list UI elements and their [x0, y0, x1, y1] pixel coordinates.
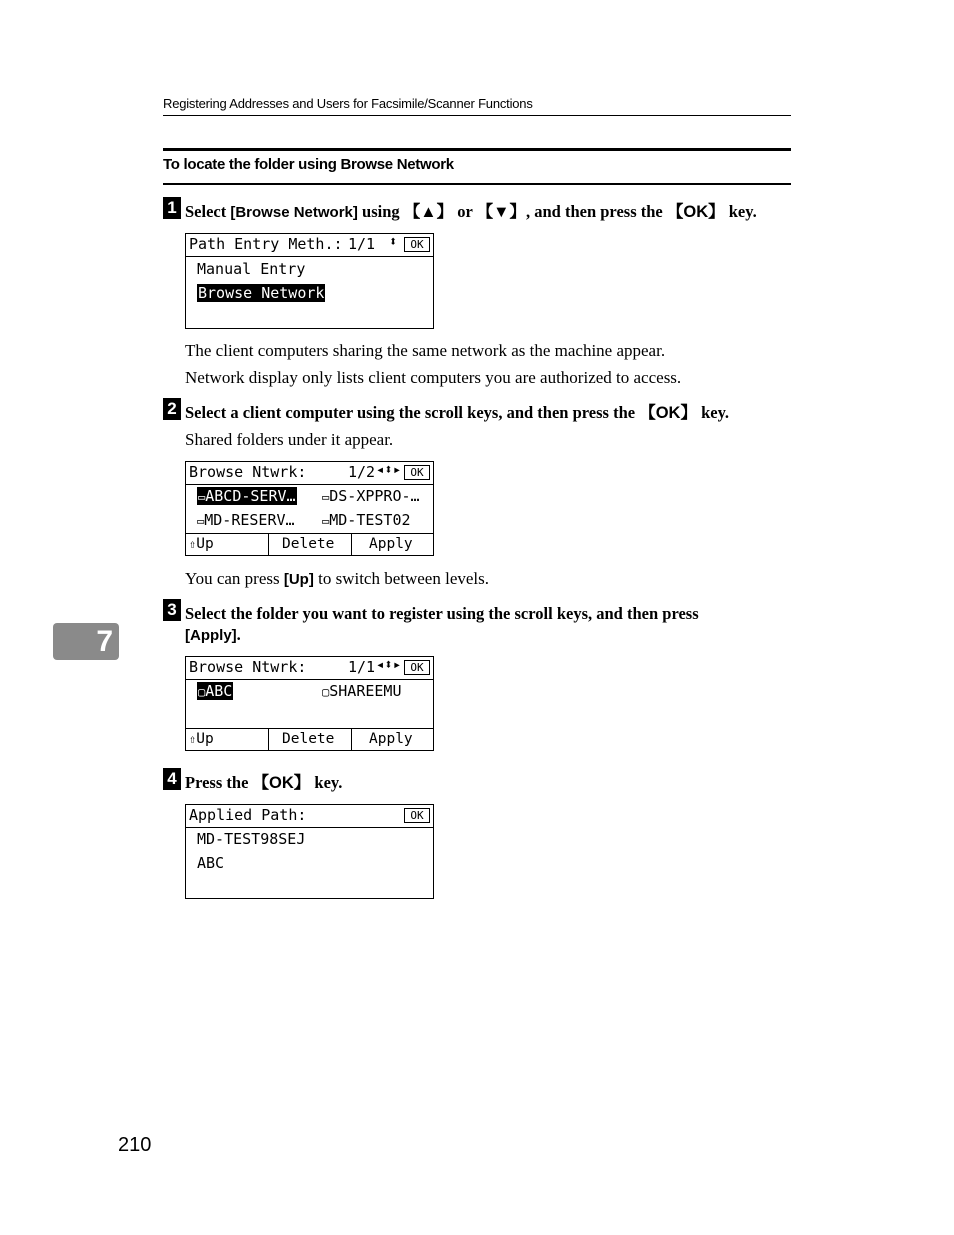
- key-up-arrow: 【▲】: [403, 203, 454, 221]
- folder-up-icon: ⇧: [189, 732, 197, 746]
- menu-item-manual-entry[interactable]: Manual Entry: [197, 260, 306, 278]
- keyword-browse-network: [Browse Network]: [230, 204, 358, 221]
- text-fragment: .: [236, 625, 241, 644]
- computer-name: MD-RESERV…: [204, 511, 295, 529]
- step-number-4: 4: [163, 768, 181, 790]
- chapter-tab: 7: [53, 623, 119, 660]
- section-bottom-rule: [163, 183, 791, 185]
- text-fragment: Select the folder you want to register using the scroll keys, and then press: [185, 604, 699, 623]
- step-number-2: 2: [163, 398, 181, 420]
- lcd-title-bar: [186, 657, 433, 680]
- lcd-title: Browse Ntwrk:: [189, 463, 307, 481]
- delete-softkey[interactable]: Delete: [282, 536, 335, 552]
- softkey-label: Up: [196, 536, 214, 552]
- ok-key-icon: OK: [404, 465, 430, 480]
- step-2-note: Shared folders under it appear.: [185, 430, 394, 449]
- step-4-instruction: [185, 772, 795, 794]
- menu-item-browse-network[interactable]: [197, 284, 325, 302]
- step-number-1: 1: [163, 197, 181, 219]
- folder-up-icon: ⇧: [189, 537, 197, 551]
- text-fragment: , and then press the: [525, 202, 667, 221]
- softkey-divider: [351, 729, 352, 750]
- computer-item-abcd-serv[interactable]: [197, 487, 297, 505]
- computer-name: ABCD-SERV…: [205, 487, 296, 505]
- keyword-apply: [Apply]: [185, 627, 237, 644]
- key-ok: 【OK】: [639, 404, 697, 422]
- keyword-up: [Up]: [283, 571, 314, 588]
- lcd-applied-path: [185, 804, 434, 899]
- lcd-title: Applied Path:: [189, 806, 307, 824]
- computer-item-ds-xppro[interactable]: [322, 487, 420, 505]
- soft-key-bar: [186, 533, 433, 555]
- running-header: Registering Addresses and Users for Facsimile/Scanner Functions: [163, 96, 533, 111]
- key-ok: 【OK】: [666, 203, 725, 221]
- delete-softkey[interactable]: Delete: [282, 731, 335, 747]
- step-1-note-2: Network display only lists client computers you are authorized to access.: [185, 368, 682, 387]
- text-fragment: to switch between levels.: [313, 569, 490, 588]
- folder-icon: ▢: [198, 685, 206, 699]
- section-title: To locate the folder using Browse Network: [163, 156, 454, 173]
- lcd-page-indicator: 1/1: [348, 235, 376, 253]
- scroll-arrows-icon: ◂⬍▸: [376, 657, 402, 673]
- step-2-after-note: [185, 568, 489, 591]
- computer-icon: ▭: [322, 514, 330, 528]
- lcd-title: Browse Ntwrk:: [189, 658, 307, 676]
- text-fragment: You can press: [185, 569, 284, 588]
- ok-key-icon: OK: [404, 808, 430, 823]
- step-1-instruction: [185, 201, 795, 223]
- lcd-title: Path Entry Meth.:: [189, 235, 343, 253]
- computer-icon: ▭: [197, 514, 205, 528]
- folder-item-abc[interactable]: [197, 682, 233, 700]
- lcd-path-entry-method: [185, 233, 434, 329]
- applied-path-folder: ABC: [197, 854, 225, 872]
- lcd-page-indicator: 1/2: [348, 463, 376, 481]
- folder-icon: ▢: [322, 685, 330, 699]
- lcd-title-bar: [186, 234, 433, 257]
- text-fragment: key.: [310, 773, 343, 792]
- page-number: 210: [118, 1134, 152, 1156]
- text-fragment: or: [453, 202, 477, 221]
- apply-softkey[interactable]: Apply: [369, 536, 413, 552]
- step-1-note-1: The client computers sharing the same network as the machine appear.: [185, 341, 666, 360]
- text-fragment: using: [357, 202, 404, 221]
- lcd-page-indicator: 1/1: [348, 658, 376, 676]
- step-number-3: 3: [163, 599, 181, 621]
- folder-item-shareemu[interactable]: [322, 682, 401, 700]
- computer-item-md-test02[interactable]: [322, 511, 411, 529]
- computer-item-md-reserv[interactable]: [197, 511, 295, 529]
- folder-name: SHAREEMU: [329, 682, 402, 700]
- computer-icon: ▭: [322, 490, 330, 504]
- lcd-title-bar: [186, 805, 433, 828]
- computer-icon: ▭: [198, 490, 206, 504]
- up-softkey[interactable]: [189, 729, 214, 750]
- scroll-arrows-icon: ◂⬍▸: [376, 462, 402, 478]
- softkey-divider: [268, 534, 269, 555]
- computer-name: DS-XPPRO-…: [329, 487, 420, 505]
- computer-name: MD-TEST02: [329, 511, 411, 529]
- folder-name: ABC: [205, 682, 233, 700]
- section-top-rule: [163, 148, 791, 151]
- up-softkey[interactable]: [189, 534, 214, 555]
- text-fragment: Select: [185, 202, 231, 221]
- key-down-arrow: 【▼】: [476, 203, 526, 221]
- soft-key-bar: [186, 728, 433, 750]
- step-3-instruction: [185, 603, 795, 646]
- text-fragment: key.: [696, 403, 730, 422]
- header-rule: [163, 115, 791, 116]
- text-fragment: key.: [724, 202, 757, 221]
- lcd-browse-network-computers: [185, 461, 434, 556]
- step-2-instruction: [185, 402, 795, 424]
- lcd-title-bar: [186, 462, 433, 485]
- ok-key-icon: OK: [404, 237, 430, 252]
- apply-softkey[interactable]: Apply: [369, 731, 413, 747]
- text-fragment: Select a client computer using the scroll keys, and then press the: [185, 403, 640, 422]
- softkey-label: Up: [196, 731, 214, 747]
- softkey-divider: [351, 534, 352, 555]
- applied-path-computer: MD-TEST98SEJ: [197, 830, 306, 848]
- scroll-arrows-icon: ⬍: [389, 234, 398, 250]
- key-ok: 【OK】: [252, 774, 311, 792]
- ok-key-icon: OK: [404, 660, 430, 675]
- selected-item-label: Browse Network: [198, 284, 325, 302]
- text-fragment: Press the: [185, 773, 253, 792]
- softkey-divider: [268, 729, 269, 750]
- lcd-browse-network-folders: [185, 656, 434, 751]
